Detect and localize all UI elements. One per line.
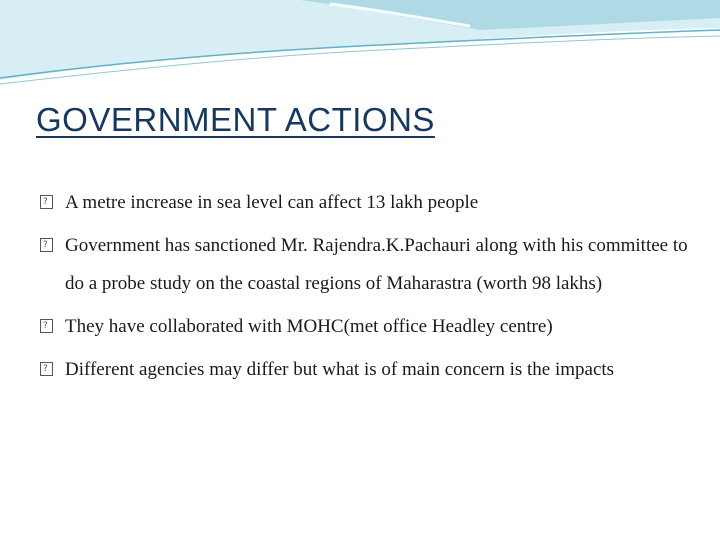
bullet-text: A metre increase in sea level can affect 13 lakh people — [65, 192, 479, 213]
bullet-item — [40, 308, 690, 346]
bullet-item — [40, 227, 690, 303]
bullet-item — [40, 351, 690, 389]
bullet-item — [40, 184, 690, 222]
slide-title: GOVERNMENT ACTIONS — [36, 101, 435, 138]
bullet-text: They have collaborated with MOHC(met office Headley centre) — [65, 316, 553, 337]
bullet-text: Government has sanctioned Mr. Rajendra.K.Pachauri along with his committee to do a probe study on the coastal regions of Maharastra (worth 98 lakhs) — [65, 235, 688, 294]
bullet-text: Different agencies may differ but what is of main concern is the impacts — [65, 359, 615, 380]
missing-glyph-box-icon — [40, 195, 53, 209]
missing-glyph-box-icon — [40, 362, 53, 376]
header-wave-decoration — [0, 0, 720, 90]
missing-glyph-box-icon — [40, 238, 53, 252]
bullet-list — [40, 184, 690, 394]
missing-glyph-box-icon — [40, 319, 53, 333]
